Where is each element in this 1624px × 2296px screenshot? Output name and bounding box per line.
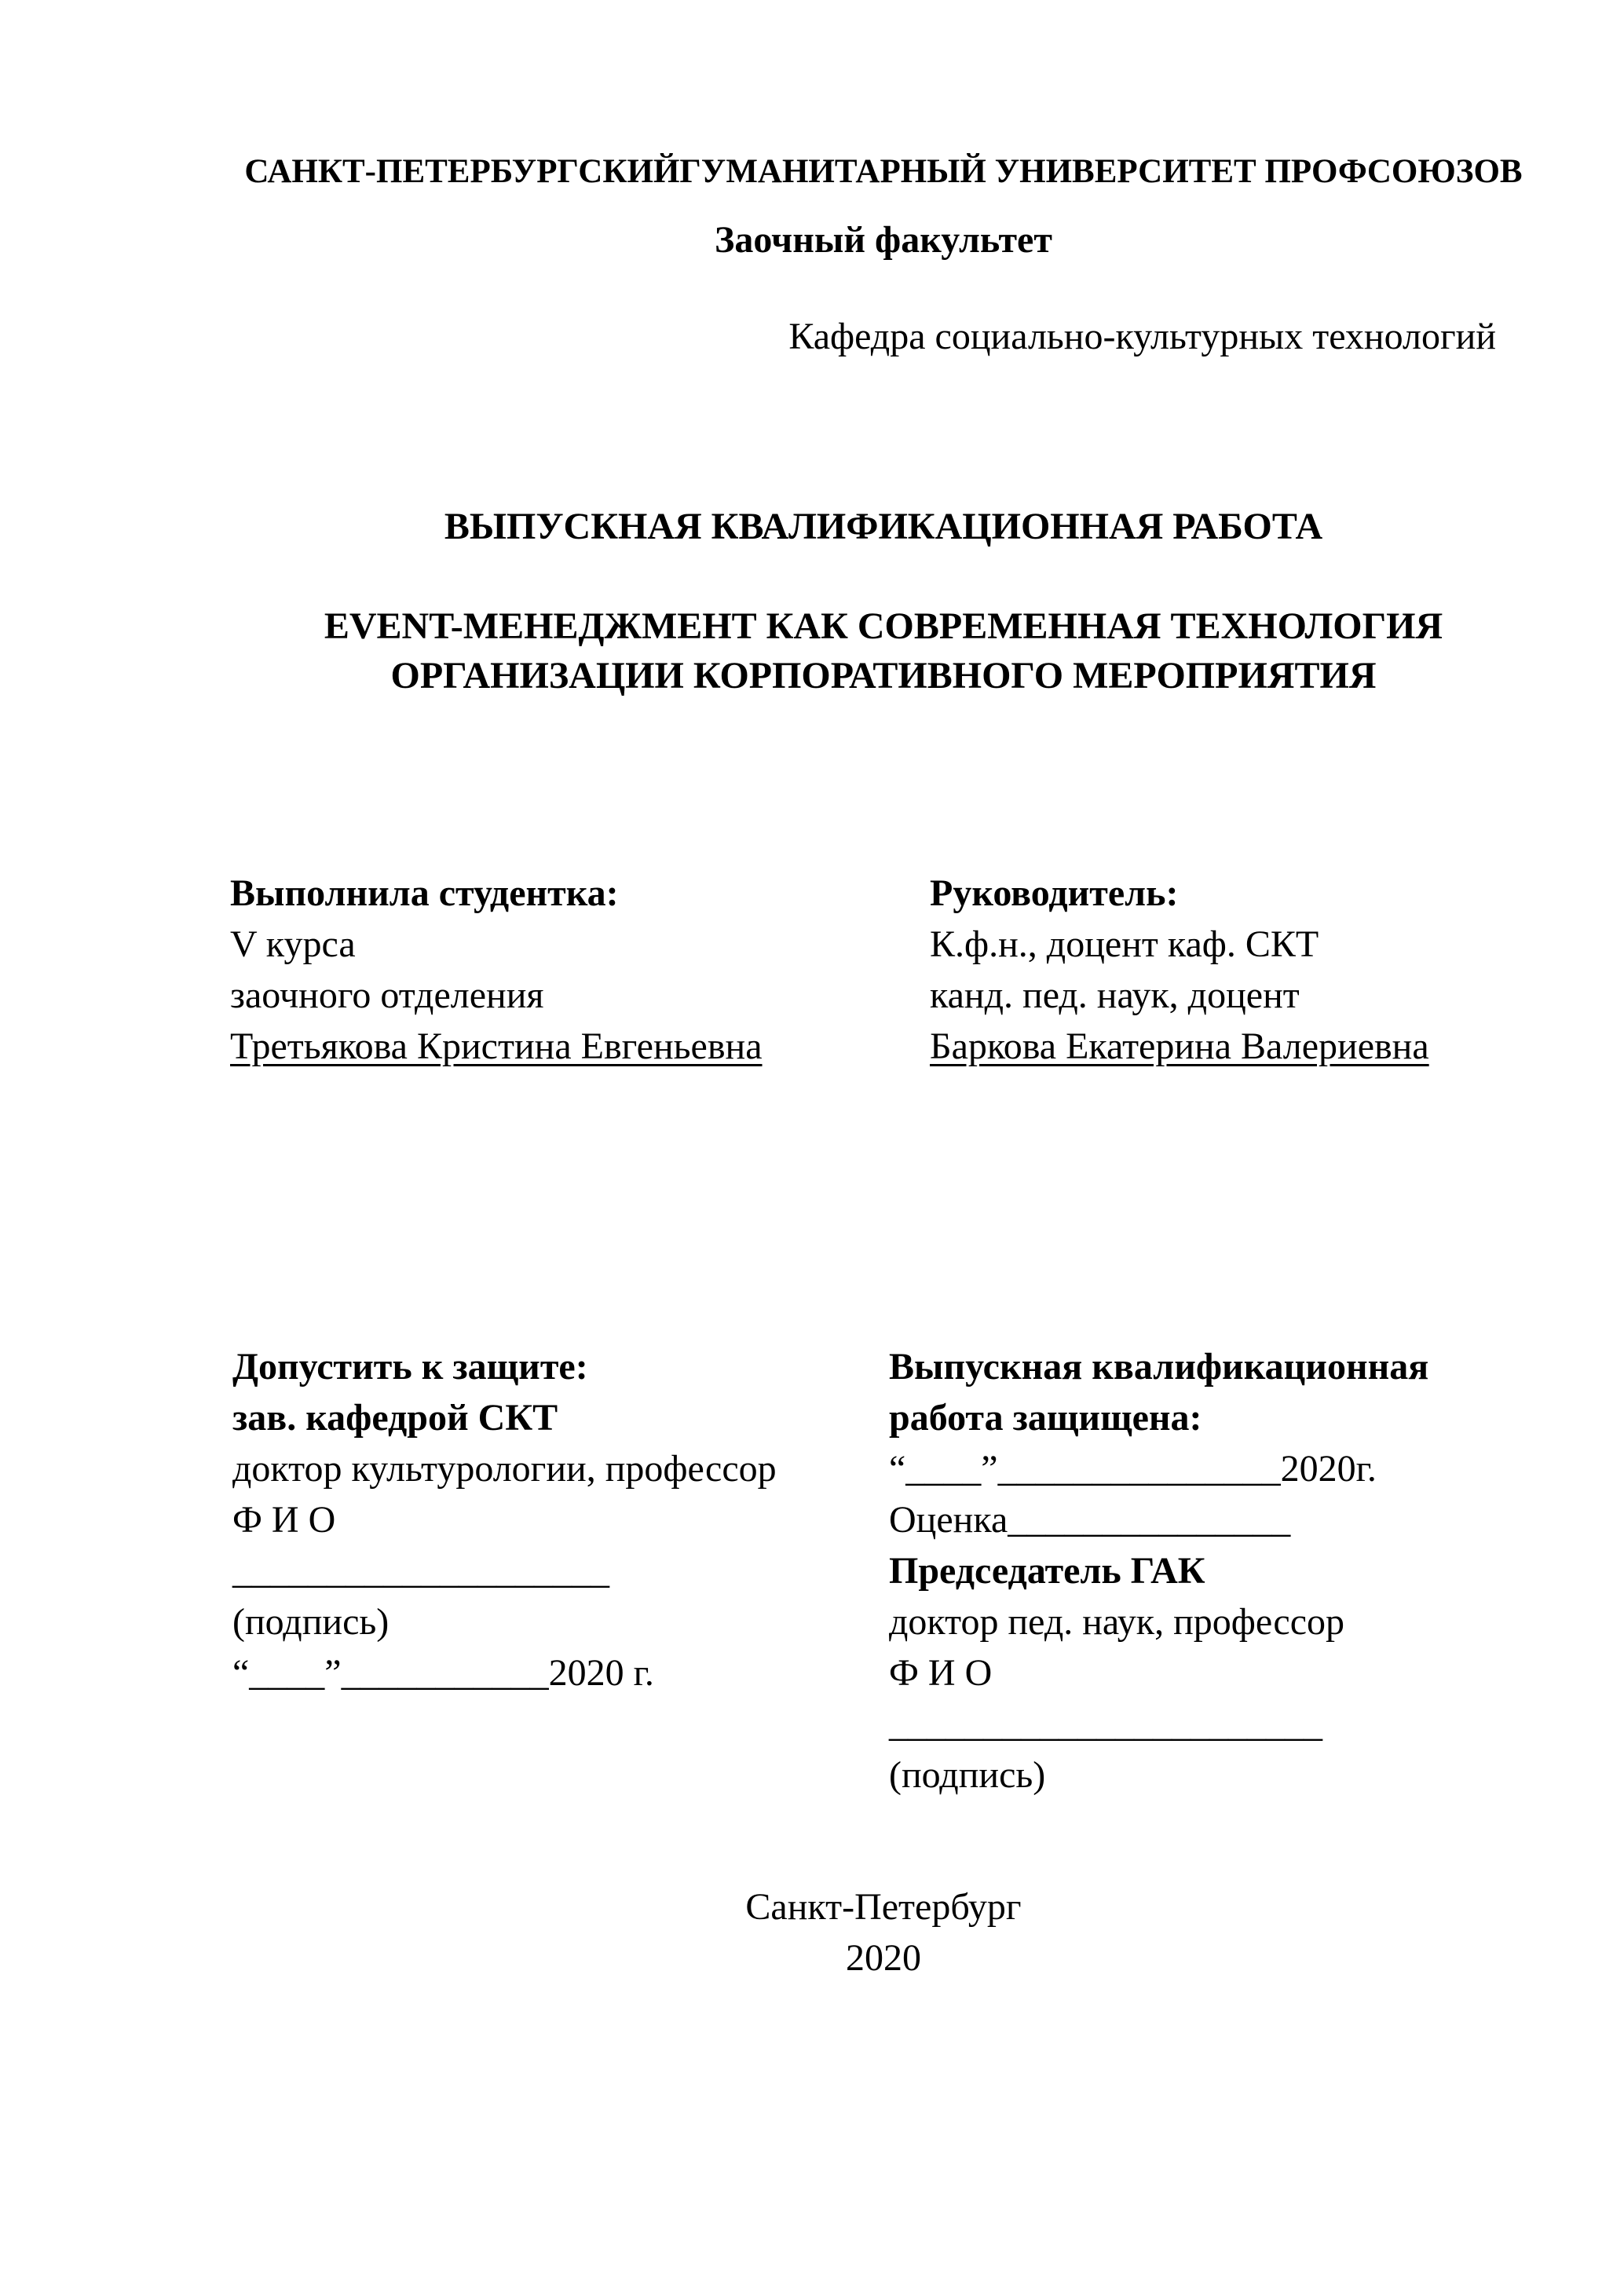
student-department: заочного отделения (230, 974, 544, 1016)
defense-chairman-heading: Председатель ГАК (889, 1550, 1205, 1592)
admission-heading-2: зав. кафедрой СКТ (232, 1397, 558, 1439)
supervisor-block (930, 868, 1429, 1072)
thesis-title-line2: ОРГАНИЗАЦИИ КОРПОРАТИВНОГО МЕРОПРИЯТИЯ (390, 655, 1377, 696)
thesis-title-line1: EVENT-МЕНЕДЖМЕНТ КАК СОВРЕМЕННАЯ ТЕХНОЛОГИЯ (324, 605, 1443, 647)
defense-signature-caption: (подпись) (889, 1754, 1046, 1796)
admission-heading-1: Допустить к защите: (232, 1346, 588, 1387)
work-type-heading: ВЫПУСКНАЯ КВАЛИФИКАЦИОННАЯ РАБОТА (444, 506, 1323, 547)
footer-city: Санкт-Петербург (745, 1886, 1022, 1928)
admission-date-line: “____”___________2020 г. (232, 1652, 654, 1694)
student-course: V курса (230, 923, 356, 965)
defense-grade-line: Оценка_______________ (889, 1499, 1291, 1541)
defense-position: доктор пед. наук, профессор (889, 1601, 1345, 1643)
department-name: Кафедра социально-культурных технологий (788, 316, 1496, 357)
student-name: Третьякова Кристина Евгеньевна (230, 1026, 763, 1067)
defense-block (889, 1341, 1428, 1801)
admission-signature-line: ____________________ (232, 1550, 609, 1592)
admission-fio: Ф И О (232, 1499, 336, 1541)
footer-block (143, 1881, 1624, 1983)
defense-date-line: “____”_______________2020г. (889, 1448, 1377, 1490)
thesis-title (143, 601, 1624, 700)
student-block (230, 868, 763, 1072)
supervisor-degree-2: канд. пед. наук, доцент (930, 974, 1300, 1016)
footer-year: 2020 (846, 1937, 921, 1979)
admission-signature-caption: (подпись) (232, 1601, 390, 1643)
supervisor-name: Баркова Екатерина Валериевна (930, 1026, 1429, 1067)
defense-signature-line: _______________________ (889, 1703, 1322, 1745)
supervisor-degree-1: К.ф.н., доцент каф. СКТ (930, 923, 1319, 965)
defense-fio: Ф И О (889, 1652, 993, 1694)
university-name: САНКТ-ПЕТЕРБУРГСКИЙГУМАНИТАРНЫЙ УНИВЕРСИТЕТ ПРОФСОЮЗОВ (244, 153, 1523, 190)
supervisor-heading: Руководитель: (930, 872, 1179, 914)
student-heading: Выполнила студентка: (230, 872, 619, 914)
admission-block (232, 1341, 777, 1698)
admission-position: доктор культурологии, профессор (232, 1448, 777, 1490)
faculty-name: Заочный факультет (715, 219, 1052, 261)
defense-heading-1: Выпускная квалификационная (889, 1346, 1429, 1387)
defense-heading-2: работа защищена: (889, 1397, 1202, 1439)
